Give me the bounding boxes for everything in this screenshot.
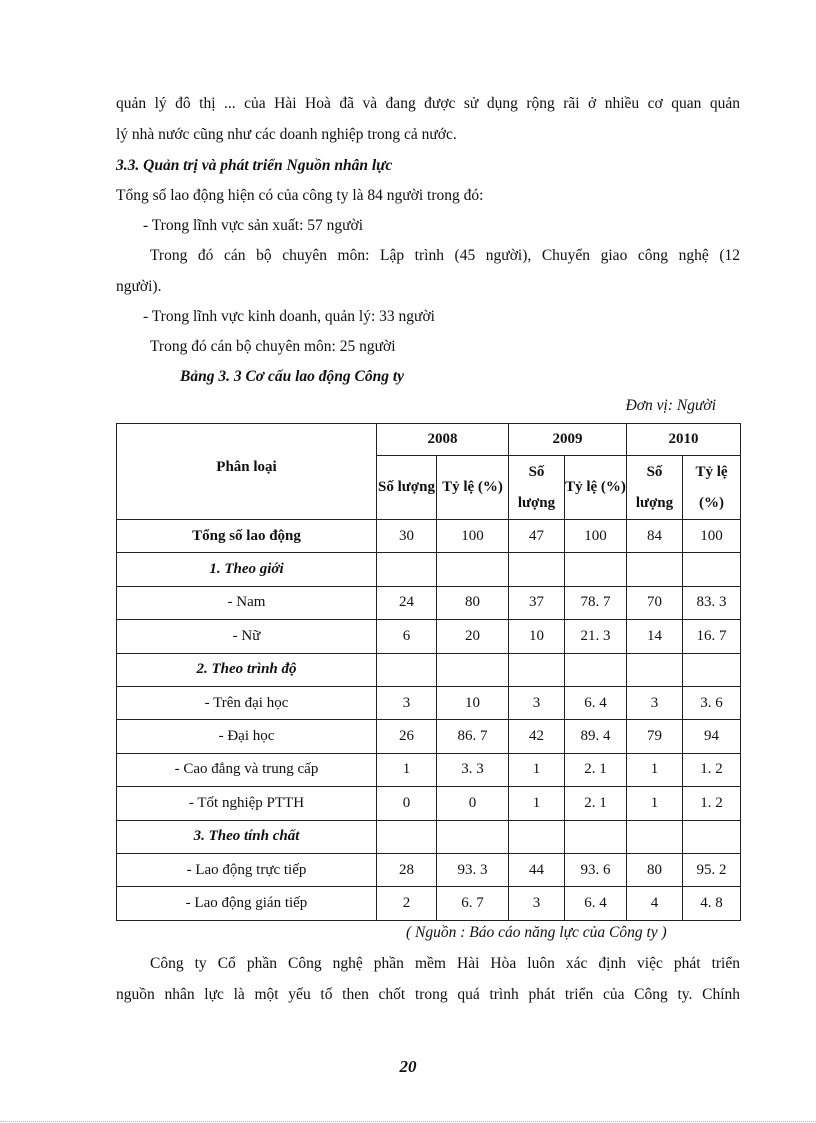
table-row (117, 887, 741, 920)
row-label: Tổng số lao động (117, 520, 377, 553)
qty-cell (627, 820, 683, 853)
table-row (117, 820, 741, 853)
row-label: 2. Theo trình độ (117, 653, 377, 686)
pct-cell: 83. 3 (683, 586, 741, 619)
pct-cell: 1. 2 (683, 787, 741, 820)
pct-cell: 94 (683, 720, 741, 753)
pct-cell (683, 820, 741, 853)
qty-cell: 1 (377, 753, 437, 786)
row-label: - Tốt nghiệp PTTH (117, 787, 377, 820)
pct-cell (683, 553, 741, 586)
qty-cell: 1 (509, 753, 565, 786)
pct-cell: 95. 2 (683, 853, 741, 886)
qty-cell (509, 820, 565, 853)
table-row (117, 853, 741, 886)
row-label: - Lao động trực tiếp (117, 853, 377, 886)
qty-cell: 1 (627, 787, 683, 820)
qty-cell (377, 553, 437, 586)
row-label: 3. Theo tính chất (117, 820, 377, 853)
table-row (117, 753, 741, 786)
qty-cell: 84 (627, 520, 683, 553)
table-caption: Bảng 3. 3 Cơ cấu lao động Công ty (180, 368, 405, 385)
pct-cell: 6. 4 (565, 887, 627, 920)
qty-cell (627, 653, 683, 686)
qty-cell: 3 (377, 686, 437, 719)
pct-cell (437, 653, 509, 686)
qty-cell: 10 (509, 620, 565, 653)
qty-cell (377, 653, 437, 686)
qty-cell: 47 (509, 520, 565, 553)
qty-cell: 3 (627, 686, 683, 719)
pct-cell: 3. 3 (437, 753, 509, 786)
year-header: 2008 (377, 424, 509, 456)
pct-cell: 21. 3 (565, 620, 627, 653)
pct-cell: 93. 6 (565, 853, 627, 886)
pct-cell (565, 820, 627, 853)
pct-cell: 86. 7 (437, 720, 509, 753)
table-row (117, 686, 741, 719)
pct-cell: 2. 1 (565, 753, 627, 786)
source-note: ( Nguồn : Báo cáo năng lực của Công ty ) (406, 924, 667, 941)
pct-header: Tỷ lệ (%) (683, 456, 741, 520)
year-header: 2010 (627, 424, 741, 456)
pct-cell: 1. 2 (683, 753, 741, 786)
qty-cell: 4 (627, 887, 683, 920)
unit-label: Đơn vị: Người (625, 397, 716, 414)
qty-cell: 2 (377, 887, 437, 920)
qty-cell: 44 (509, 853, 565, 886)
pct-cell (437, 553, 509, 586)
qty-cell: 80 (627, 853, 683, 886)
qty-cell: 79 (627, 720, 683, 753)
qty-cell: 26 (377, 720, 437, 753)
qty-cell: 24 (377, 586, 437, 619)
pct-cell (565, 553, 627, 586)
table-row (117, 653, 741, 686)
qty-header: Số lượng (377, 456, 437, 520)
pct-cell: 4. 8 (683, 887, 741, 920)
qty-cell: 0 (377, 787, 437, 820)
qty-cell: 1 (509, 787, 565, 820)
page-bottom-rule (0, 1121, 816, 1122)
pct-header: Tỷ lệ (%) (437, 456, 509, 520)
col-category-header: Phân loại (117, 424, 377, 520)
qty-header: Số lượng (509, 456, 565, 520)
qty-cell: 14 (627, 620, 683, 653)
qty-cell: 30 (377, 520, 437, 553)
paragraph-line: Công ty Cổ phần Công nghệ phần mềm Hài Hòa luôn xác định việc phát triển (150, 955, 740, 972)
pct-cell (437, 820, 509, 853)
table-row (117, 620, 741, 653)
qty-cell: 3 (509, 887, 565, 920)
pct-header: Tỷ lệ (%) (565, 456, 627, 520)
row-label: - Lao động gián tiếp (117, 887, 377, 920)
row-label: 1. Theo giới (117, 553, 377, 586)
intro-text: Tổng số lao động hiện có của công ty là 84 người trong đó: (116, 187, 484, 204)
row-label: - Cao đẳng và trung cấp (117, 753, 377, 786)
qty-header: Số lượng (627, 456, 683, 520)
qty-cell (377, 820, 437, 853)
table-row (117, 787, 741, 820)
qty-cell (509, 553, 565, 586)
qty-cell (627, 553, 683, 586)
qty-cell: 37 (509, 586, 565, 619)
pct-cell (683, 653, 741, 686)
pct-cell: 10 (437, 686, 509, 719)
bullet-production: - Trong lĩnh vực sản xuất: 57 người (143, 217, 364, 234)
paragraph-line: quản lý đô thị ... của Hài Hoà đã và đang được sử dụng rộng rãi ở nhiều cơ quan quản (116, 95, 740, 112)
pct-cell: 6. 7 (437, 887, 509, 920)
labor-structure-table (116, 423, 741, 921)
business-detail: Trong đó cán bộ chuyên môn: 25 người (150, 338, 396, 355)
production-detail-cont: người). (116, 278, 162, 295)
section-heading: 3.3. Quản trị và phát triển Nguồn nhân lực (116, 157, 393, 174)
qty-cell: 70 (627, 586, 683, 619)
pct-cell: 80 (437, 586, 509, 619)
pct-cell: 100 (683, 520, 741, 553)
row-label: - Đại học (117, 720, 377, 753)
table-row (117, 586, 741, 619)
pct-cell: 20 (437, 620, 509, 653)
pct-cell: 89. 4 (565, 720, 627, 753)
table-row (117, 720, 741, 753)
qty-cell: 42 (509, 720, 565, 753)
table-body (117, 520, 741, 921)
row-label: - Nữ (117, 620, 377, 653)
paragraph-line: nguồn nhân lực là một yếu tố then chốt trong quá trình phát triển của Công ty. Chính (116, 986, 740, 1003)
qty-cell (509, 653, 565, 686)
pct-cell: 100 (437, 520, 509, 553)
year-header: 2009 (509, 424, 627, 456)
row-label: - Nam (117, 586, 377, 619)
qty-cell: 28 (377, 853, 437, 886)
pct-cell: 3. 6 (683, 686, 741, 719)
bullet-business: - Trong lĩnh vực kinh doanh, quản lý: 33 người (143, 308, 435, 325)
pct-cell: 78. 7 (565, 586, 627, 619)
pct-cell: 0 (437, 787, 509, 820)
page-number: 20 (399, 1057, 417, 1076)
pct-cell (565, 653, 627, 686)
table-row (117, 520, 741, 553)
paragraph-line: lý nhà nước cũng như các doanh nghiệp trong cả nước. (116, 126, 457, 143)
pct-cell: 2. 1 (565, 787, 627, 820)
production-detail: Trong đó cán bộ chuyên môn: Lập trình (45 người), Chuyển giao công nghệ (12 (150, 247, 740, 264)
pct-cell: 100 (565, 520, 627, 553)
qty-cell: 6 (377, 620, 437, 653)
row-label: - Trên đại học (117, 686, 377, 719)
pct-cell: 93. 3 (437, 853, 509, 886)
qty-cell: 1 (627, 753, 683, 786)
table-row (117, 553, 741, 586)
pct-cell: 16. 7 (683, 620, 741, 653)
qty-cell: 3 (509, 686, 565, 719)
pct-cell: 6. 4 (565, 686, 627, 719)
